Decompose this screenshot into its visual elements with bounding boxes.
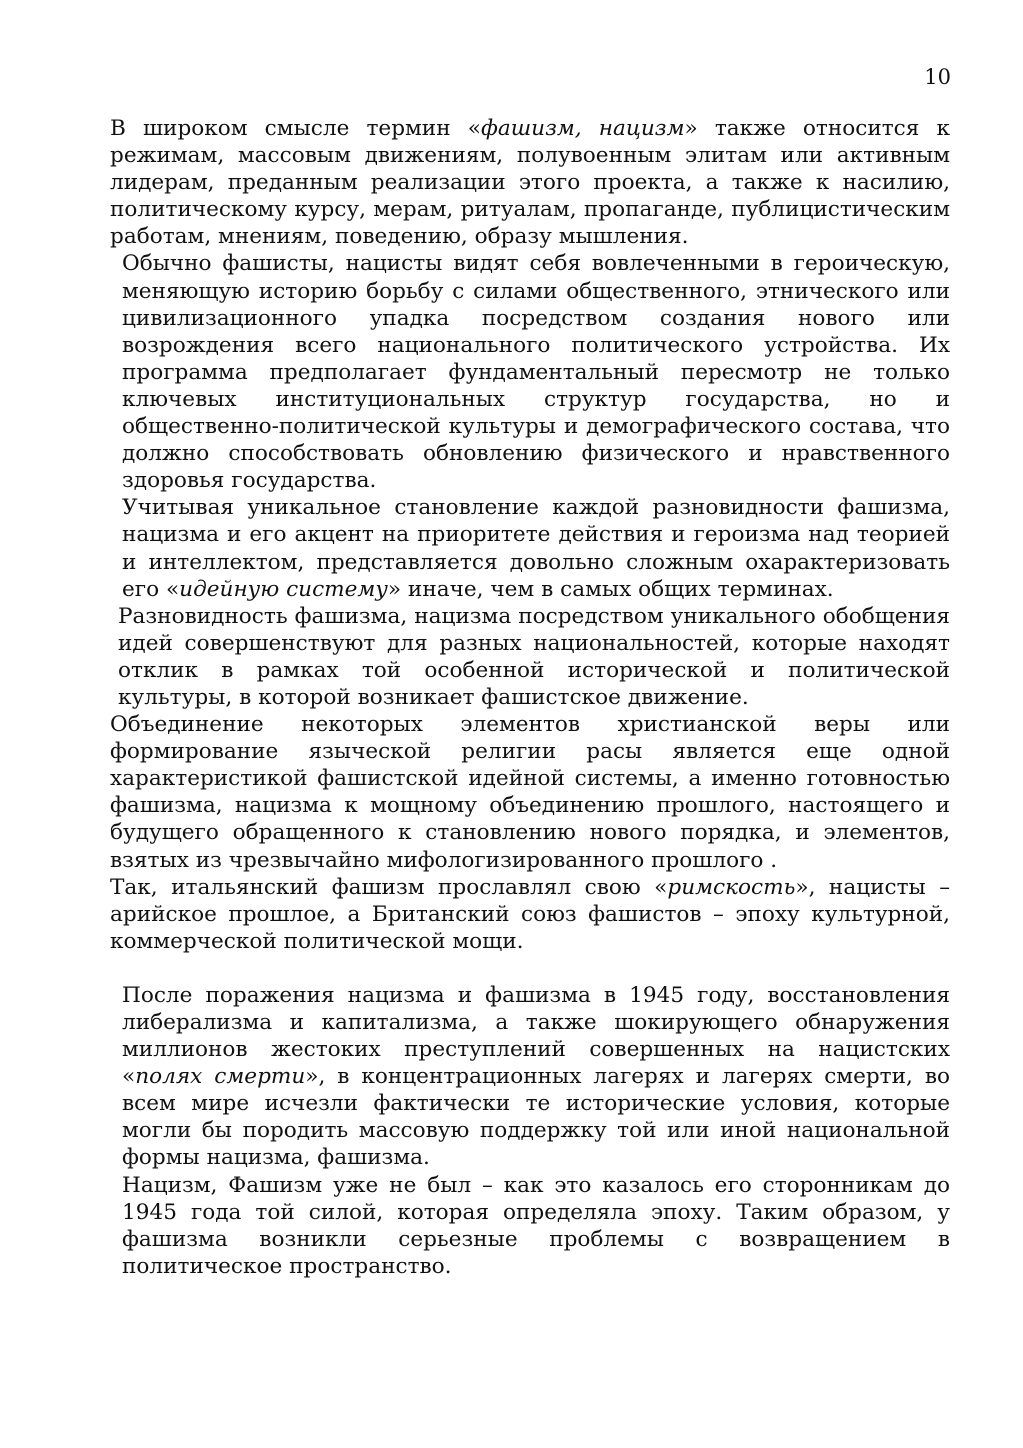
italic-term: римскость <box>667 874 796 900</box>
paragraph-idea-system <box>110 494 950 602</box>
italic-term: полях смерти <box>135 1064 306 1090</box>
paragraph-varieties <box>110 603 950 711</box>
paragraph-text: Учитывая уникальное становление каждой разновидности фашизма, нацизма и его акцент на приоритете действия и героизма над теорией и интеллектом, представляется довольно сложным охарактеризовать его « <box>122 495 950 602</box>
page-number: 10 <box>924 65 951 89</box>
paragraph-self-image <box>110 250 950 494</box>
italic-term: идейную систему <box>179 576 388 602</box>
paragraph-text: Разновидность фашизма, нацизма посредством уникального обобщения идей совершенствуют для разных национальностей, которые находят отклик в рамках той особенной исторической и политической культуры, в которой возникает фашистское движение. <box>118 603 950 710</box>
paragraph-text: » иначе, чем в самых общих терминах. <box>387 576 834 602</box>
paragraph-text: », в концентрационных лагерях и лагерях смерти, во всем мире исчезли фактически те исторические условия, которые могли бы породить массовую поддержку той или иной национальной формы нацизма, фашизма. <box>122 1064 950 1171</box>
paragraph-examples <box>110 874 950 955</box>
paragraph-decline <box>110 1172 950 1280</box>
paragraph-text: Так, итальянский фашизм прославлял свою « <box>110 874 668 900</box>
italic-term: фашизм, нацизм <box>480 116 685 141</box>
paragraph-text: После поражения нацизма и фашизма в 1945 году, восстановления либерализма и капитализма, а также шокирующего обнаружения миллионов жестоких преступлений совершенных на нацистских « <box>122 982 950 1090</box>
paragraph-text: », нацисты – арийское прошлое, а Британский союз фашистов – эпоху культурной, коммерческой политической мощи. <box>110 874 950 954</box>
paragraph-gap <box>110 955 950 982</box>
paragraph-text: В широком смысле термин « <box>110 116 481 141</box>
paragraph-religion <box>110 711 950 874</box>
paragraph-text: Объединение некоторых элементов христианской веры или формирование языческой религии расы является еще одной характеристикой фашистской идейной системы, а именно готовностью фашизма, нацизма к мощному объединению прошлого, настоящего и будущего обращенного к становлению нового порядка, и элементов, взятых из чрезвычайно мифологизированного прошлого . <box>110 712 950 873</box>
text-body <box>110 115 950 1280</box>
paragraph-definition <box>110 115 950 250</box>
paragraph-text: » также относится к режимам, массовым движениям, полувоенным элитам или активным лидерам, преданным реализации этого проекта, а также к насилию, политическому курсу, мерам, ритуалам, пропаганде, публицистическим работам, мнениям, поведению, образу мышления. <box>110 116 951 250</box>
paragraph-post-1945 <box>110 982 950 1172</box>
paragraph-text: Обычно фашисты, нацисты видят себя вовлеченными в героическую, меняющую историю борьбу с силами общественного, этнического или цивилизационного упадка посредством создания нового или возрождения всего национального политического устройства. Их программа предполагает фундаментальный пересмотр не только ключевых институциональных структур государства, но и общественно-политической культуры и демографического состава, что должно способствовать обновлению физического и нравственного здоровья государства. <box>122 251 950 494</box>
paragraph-text: Нацизм, Фашизм уже не был – как это казалось его сторонникам до 1945 года той силой, которая определяла эпоху. Таким образом, у фашизма возникли серьезные проблемы с возвращением в политическое пространство. <box>122 1172 950 1279</box>
